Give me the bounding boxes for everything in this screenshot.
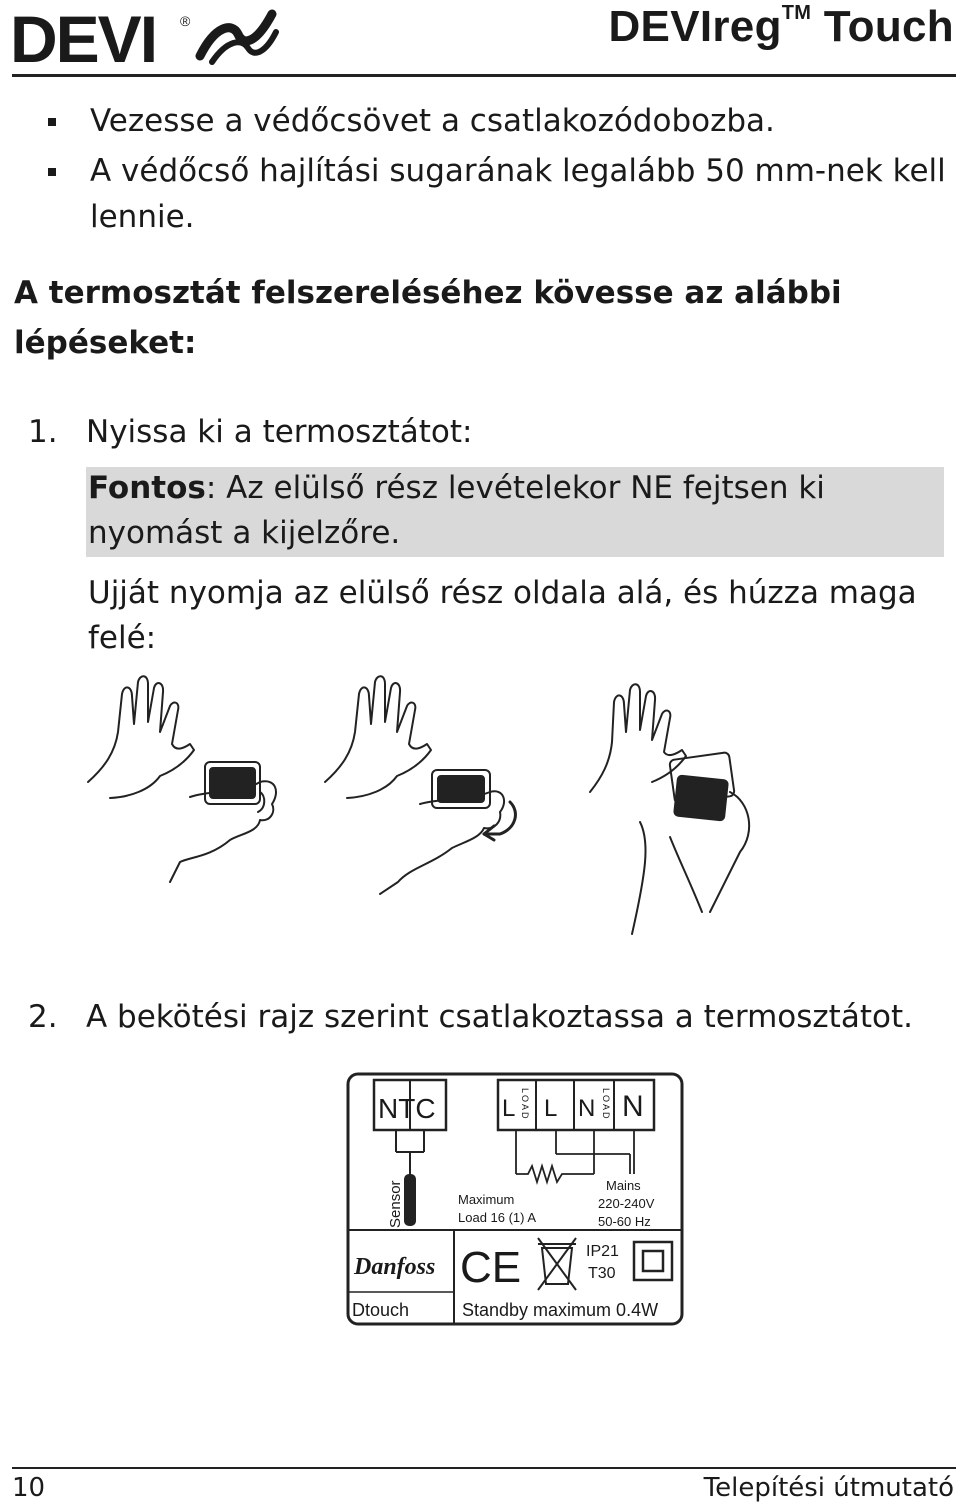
model-name: Dtouch [352,1300,410,1320]
trademark-mark: TM [781,2,812,25]
load-rating-line2: Load 16 (1) A [458,1210,537,1225]
mains-line3: 50-60 Hz [598,1214,651,1229]
ntc-label: NTC [378,1093,436,1124]
page-number: 10 [12,1473,46,1503]
devi-logo [10,4,280,68]
bullet-square-icon [48,168,56,176]
bullet-item: A védőcső hajlítási sugarának legalább 50 mm-nek kell lennie. [40,148,950,240]
step-number: 1. [28,414,58,450]
note-text: : Az elülső rész levételekor NE fejtsen ki nyomást a kijelzőre. [88,470,825,551]
step-number: 2. [28,999,58,1035]
terminal-n: N [622,1090,644,1123]
product-title: DEVIreg™ Touch [608,2,954,51]
terminal-l: L [502,1095,516,1122]
bullet-square-icon [48,118,56,126]
instruction-text: Ujját nyomja az elülső rész oldala alá, és húzza maga felé: [88,575,917,656]
important-note [88,466,918,556]
step-text: A bekötési rajz szerint csatlakoztassa a termosztátot. [86,999,913,1035]
step-text: Nyissa ki a termosztátot: [86,414,473,450]
footer-title: Telepítési útmutató [703,1473,954,1503]
mains-line1: Mains [606,1178,641,1193]
load-marker-left: LOAD [520,1088,530,1121]
header-divider [12,74,956,77]
load-rating-line1: Maximum [458,1192,515,1207]
hand-step-a [88,676,276,882]
class-ii-icon [634,1242,672,1280]
section-heading: A termosztát felszereléséhez kövesse az alábbi lépéseket: [14,275,842,361]
wiring-diagram-label [344,1070,686,1328]
devi-logo-wordmark: DEVI [10,4,157,68]
bullet-item: Vezesse a védőcsövet a csatlakozódobozba. [40,98,950,144]
load-circuit [516,1130,634,1182]
step-2 [28,995,913,1039]
hand-step-c [590,684,749,934]
temp-rating: T30 [588,1265,616,1282]
weee-bin-icon [538,1238,576,1290]
devi-swirl-icon [200,14,276,62]
terminal-l-load: L [544,1095,558,1122]
note-label: Fontos [88,470,206,506]
standby-rating: Standby maximum 0.4W [462,1300,659,1320]
ip-rating: IP21 [586,1243,619,1260]
terminal-n-load: N [578,1095,596,1122]
bullet-list [40,98,950,244]
step-1 [28,410,472,454]
load-marker-right: LOAD [601,1088,611,1121]
registered-mark: ® [180,13,191,29]
ce-mark: CE [460,1243,522,1292]
footer-divider [12,1467,956,1469]
danfoss-logo: Danfoss [354,1254,436,1280]
hand-step-b [325,676,515,894]
sensor-probe-icon [404,1174,416,1226]
hands-illustration [80,672,780,942]
sensor-label: Sensor [387,1180,404,1228]
mains-line2: 220-240V [598,1196,655,1211]
